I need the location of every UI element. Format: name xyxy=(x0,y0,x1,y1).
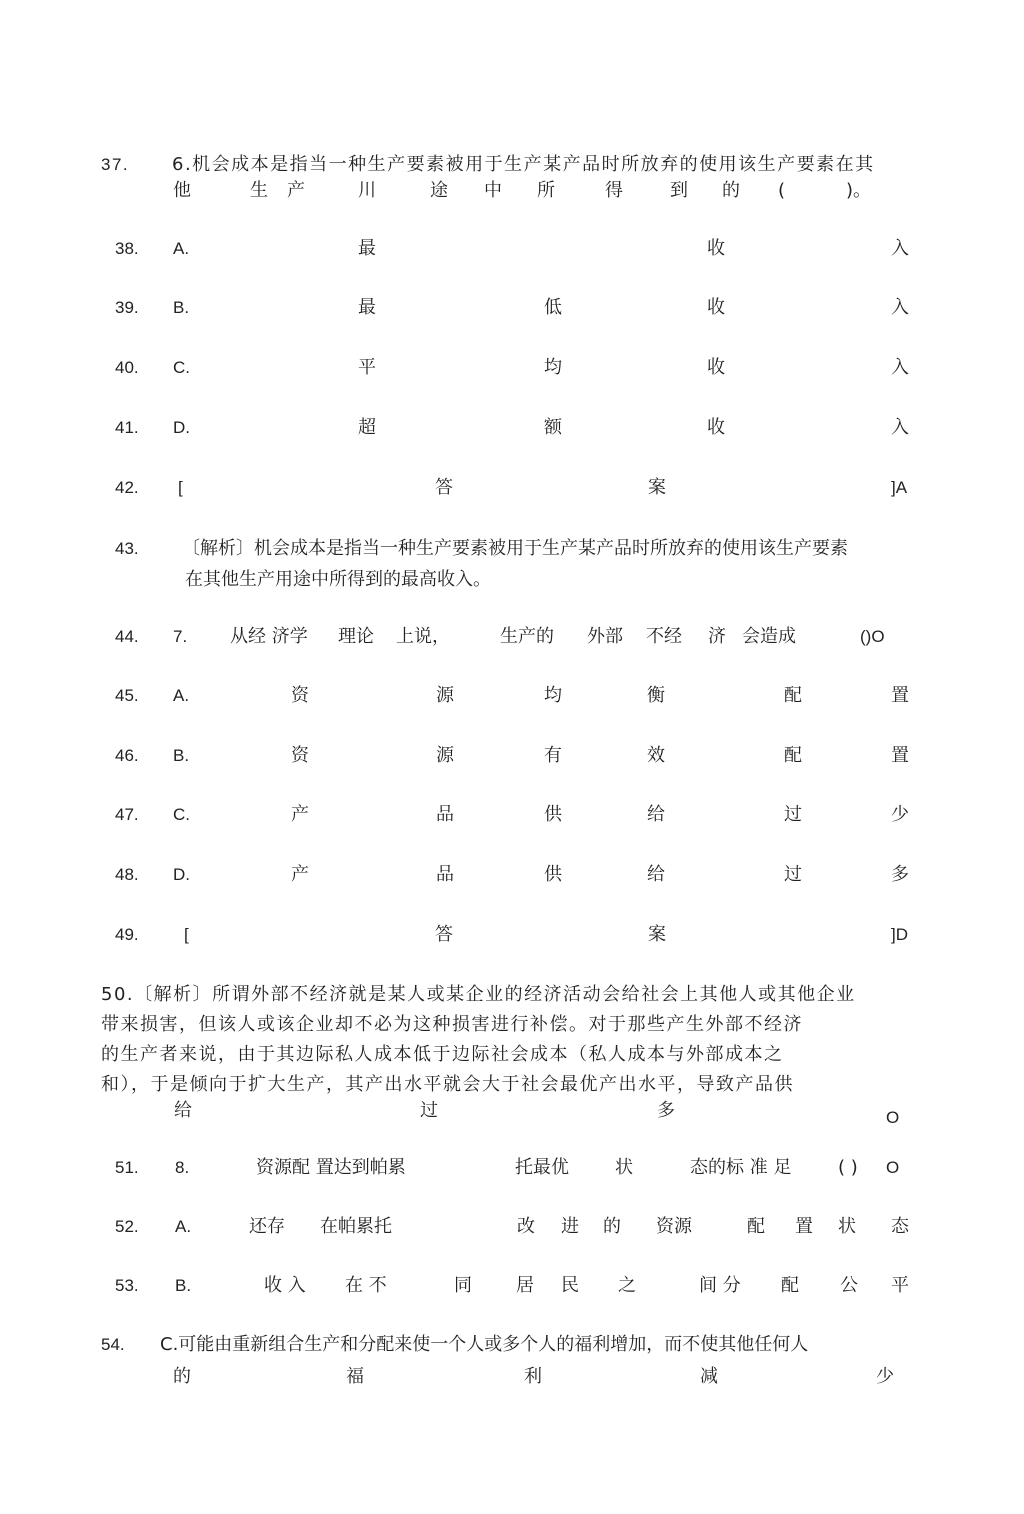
line-number: 49. xyxy=(115,925,139,944)
spaced-char: 生 xyxy=(250,180,268,201)
answer-42 xyxy=(0,473,1024,503)
option-part: 置 xyxy=(795,1216,813,1237)
bracket-open: [ xyxy=(178,478,183,497)
option-char: 入 xyxy=(891,297,909,318)
option-45 xyxy=(0,681,1024,711)
option-40 xyxy=(0,353,1024,383)
option-label: A. xyxy=(173,239,190,258)
option-label: A. xyxy=(173,686,190,705)
answer-word: 案 xyxy=(648,924,666,945)
end-mark: O xyxy=(886,1108,900,1127)
option-char: 配 xyxy=(784,685,802,706)
option-47 xyxy=(0,800,1024,830)
option-label: D. xyxy=(173,865,190,884)
option-text: C.可能由重新组合生产和分配来使一个人或多个人的福利增加，而不使其他任何人 xyxy=(160,1334,809,1355)
spaced-char: 得 xyxy=(605,180,623,201)
option-part: 在帕累托 xyxy=(320,1216,392,1237)
line-number: 39. xyxy=(115,298,139,317)
option-part: 民 xyxy=(561,1275,579,1296)
spaced-char: 利 xyxy=(524,1366,542,1387)
option-char: 供 xyxy=(544,864,562,885)
explanation-50-line: 50.〔解析〕所谓外部不经济就是某人或某企业的经济活动会给社会上其他人或其他企业 xyxy=(101,984,856,1005)
option-41 xyxy=(0,413,1024,443)
line-number: 43. xyxy=(115,539,139,558)
option-part: 平 xyxy=(891,1275,909,1296)
option-label: D. xyxy=(173,418,190,437)
spaced-char: 中 xyxy=(484,180,502,201)
option-char: 少 xyxy=(891,804,909,825)
question-part: 不经 xyxy=(646,626,682,647)
option-char: 产 xyxy=(291,864,309,885)
option-part: 改 xyxy=(517,1216,535,1237)
option-char: 入 xyxy=(891,238,909,259)
option-char: 品 xyxy=(436,864,454,885)
option-char: 入 xyxy=(891,357,909,378)
option-48 xyxy=(0,860,1024,890)
line-number: 37. xyxy=(101,155,130,174)
option-char: 额 xyxy=(544,417,562,438)
explanation-text: 〔解析〕机会成本是指当一种生产要素被用于生产某产品时所放弃的使用该生产要素 xyxy=(182,538,848,559)
option-part: 同 xyxy=(454,1275,472,1296)
spaced-char: 的 xyxy=(173,1366,191,1387)
question-part: 会造成 xyxy=(742,626,796,647)
option-char: 超 xyxy=(358,417,376,438)
spaced-char: 到 xyxy=(670,180,688,201)
question-part: 资源配 置达到帕累 xyxy=(256,1157,406,1178)
line-number: 45. xyxy=(115,686,139,705)
option-39 xyxy=(0,293,1024,323)
question-part: ()O xyxy=(860,627,885,646)
explanation-text: 在其他生产用途中所得到的最高收入。 xyxy=(185,569,491,590)
spaced-char: 福 xyxy=(346,1366,364,1387)
option-char: 均 xyxy=(544,357,562,378)
spaced-char: 多 xyxy=(657,1100,675,1121)
question-part: 生产的 xyxy=(500,626,554,647)
option-char: 最 xyxy=(358,297,376,318)
option-char: 源 xyxy=(436,745,454,766)
spaced-char: 少 xyxy=(876,1366,894,1387)
option-char: 入 xyxy=(891,417,909,438)
question-part: ( ) xyxy=(838,1157,858,1178)
option-char: 衡 xyxy=(647,685,665,706)
option-char: 有 xyxy=(544,745,562,766)
question-37-continuation xyxy=(0,176,1024,206)
option-part: 的 xyxy=(603,1216,621,1237)
option-part: 态 xyxy=(891,1216,909,1237)
line-number: 41. xyxy=(115,418,139,437)
explanation-43-continuation xyxy=(0,565,1024,595)
option-part: 资源 xyxy=(656,1216,692,1237)
option-46 xyxy=(0,741,1024,771)
option-54 xyxy=(0,1330,1024,1360)
spaced-char: )。 xyxy=(846,180,872,201)
line-number: 48. xyxy=(115,865,139,884)
option-char: 配 xyxy=(784,745,802,766)
option-part: 状 xyxy=(838,1216,856,1237)
option-char: 供 xyxy=(544,804,562,825)
answer-value: ]A xyxy=(891,478,908,497)
option-part: 进 xyxy=(561,1216,579,1237)
line-number: 38. xyxy=(115,239,139,258)
option-char: 最 xyxy=(358,238,376,259)
option-53 xyxy=(0,1271,1024,1301)
option-part: 间 分 xyxy=(699,1275,741,1296)
option-label: C. xyxy=(173,358,190,377)
option-part: 之 xyxy=(618,1275,636,1296)
line-number: 47. xyxy=(115,805,139,824)
option-label: A. xyxy=(175,1217,192,1236)
question-44 xyxy=(0,622,1024,652)
line-number: 44. xyxy=(115,627,139,646)
option-char: 置 xyxy=(891,685,909,706)
option-38 xyxy=(0,234,1024,264)
option-char: 置 xyxy=(891,745,909,766)
question-51 xyxy=(0,1153,1024,1183)
option-char: 给 xyxy=(647,804,665,825)
spaced-char: 途 xyxy=(430,180,448,201)
question-text: 6.机会成本是指当一种生产要素被用于生产某产品时所放弃的使用该生产要素在其 xyxy=(172,154,875,175)
spaced-char: 给 xyxy=(174,1100,192,1121)
option-char: 给 xyxy=(647,864,665,885)
option-label: C. xyxy=(173,805,190,824)
option-label: B. xyxy=(173,746,190,765)
question-part: 理论 xyxy=(338,626,374,647)
option-54-continuation xyxy=(0,1362,1024,1392)
explanation-50-line: 和），于是倾向于扩大生产，其产出水平就会大于社会最优产出水平，导致产品供 xyxy=(101,1074,794,1095)
line-number: 54. xyxy=(101,1335,125,1354)
answer-word: 答 xyxy=(435,924,453,945)
spaced-char: ( xyxy=(778,180,786,201)
option-part: 配 xyxy=(747,1216,765,1237)
question-part: 状 xyxy=(615,1157,633,1178)
line-number: 40. xyxy=(115,358,139,377)
explanation-43 xyxy=(0,534,1024,564)
option-label: B. xyxy=(175,1276,192,1295)
option-char: 源 xyxy=(436,685,454,706)
spaced-char: 川 xyxy=(358,180,376,201)
question-label: 8. xyxy=(175,1158,190,1177)
option-part: 收 入 xyxy=(264,1275,306,1296)
spaced-char: 的 xyxy=(722,180,740,201)
explanation-50-line: 的生产者来说，由于其边际私人成本低于边际社会成本（私人成本与外部成本之 xyxy=(101,1044,784,1065)
line-number: 52. xyxy=(115,1217,139,1236)
explanation-50-end xyxy=(0,1103,1024,1133)
question-label: 7. xyxy=(173,627,188,646)
option-char: 收 xyxy=(707,238,725,259)
spaced-char: 减 xyxy=(700,1366,718,1387)
question-part: O xyxy=(886,1158,900,1177)
answer-word: 案 xyxy=(648,477,666,498)
line-number: 46. xyxy=(115,746,139,765)
explanation-50-line: 带来损害，但该人或该企业却不必为这种损害进行补偿。对于那些产生外部不经济 xyxy=(101,1014,803,1035)
question-part: 态的标 准 足 xyxy=(690,1157,792,1178)
spaced-char: 所 xyxy=(537,180,555,201)
option-char: 产 xyxy=(291,804,309,825)
answer-49 xyxy=(0,920,1024,950)
bracket-open: [ xyxy=(184,925,189,944)
option-label: B. xyxy=(173,298,190,317)
line-number: 53. xyxy=(115,1276,139,1295)
line-number: 42. xyxy=(115,478,139,497)
answer-word: 答 xyxy=(435,477,453,498)
option-char: 效 xyxy=(647,745,665,766)
option-char: 多 xyxy=(891,864,909,885)
option-char: 过 xyxy=(784,864,802,885)
option-char: 品 xyxy=(436,804,454,825)
option-char: 收 xyxy=(707,417,725,438)
question-part: 托最优 xyxy=(515,1157,569,1178)
option-char: 过 xyxy=(784,804,802,825)
question-part: 上说， xyxy=(396,626,450,647)
spaced-char: 他 xyxy=(173,180,191,201)
option-char: 资 xyxy=(291,685,309,706)
option-char: 资 xyxy=(291,745,309,766)
option-part: 在 不 xyxy=(345,1275,387,1296)
option-char: 收 xyxy=(707,357,725,378)
option-char: 平 xyxy=(358,357,376,378)
option-part: 公 xyxy=(840,1275,858,1296)
spaced-char: 过 xyxy=(420,1100,438,1121)
option-char: 低 xyxy=(544,297,562,318)
option-char: 均 xyxy=(544,685,562,706)
option-part: 配 xyxy=(781,1275,799,1296)
question-part: 济 xyxy=(708,626,726,647)
option-part: 还存 xyxy=(249,1216,285,1237)
option-char: 收 xyxy=(707,297,725,318)
answer-value: ]D xyxy=(891,925,908,944)
option-52 xyxy=(0,1212,1024,1242)
line-number: 51. xyxy=(115,1158,139,1177)
question-part: 外部 xyxy=(587,626,623,647)
question-part: 从经 济学 xyxy=(230,626,308,647)
option-part: 居 xyxy=(516,1275,534,1296)
spaced-char: 产 xyxy=(287,180,305,201)
